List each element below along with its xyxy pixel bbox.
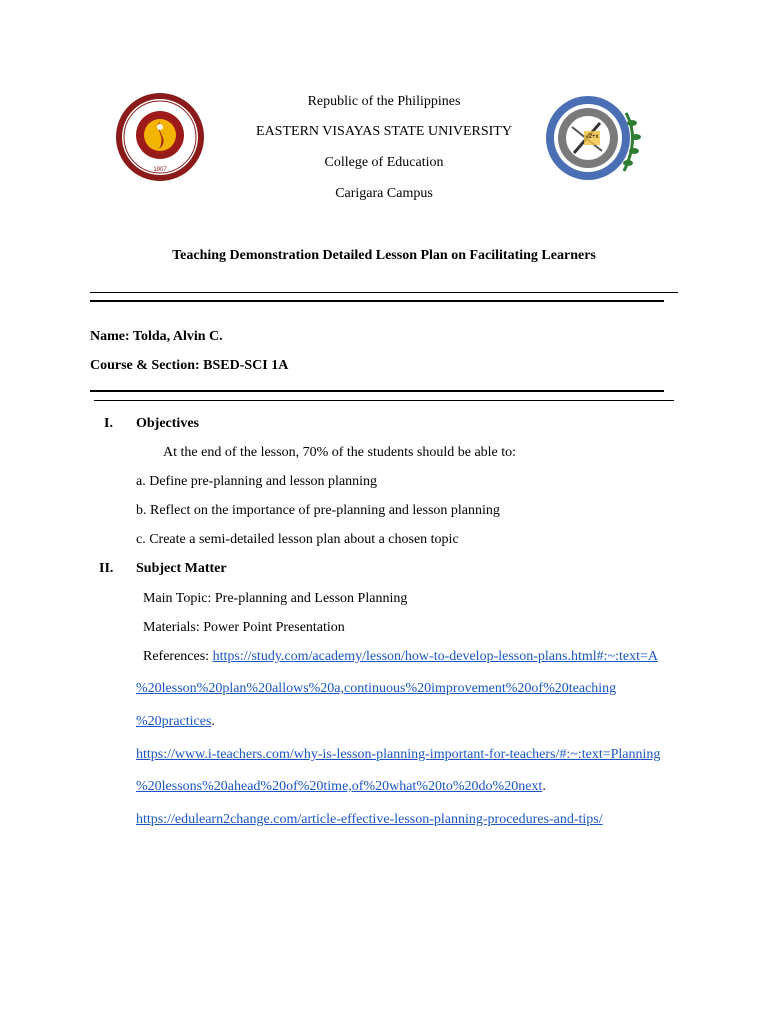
references-line-6 — [136, 812, 603, 828]
period: . — [542, 779, 546, 794]
materials: Materials: Power Point Presentation — [143, 620, 345, 635]
republic-line: Republic of the Philippines — [307, 94, 461, 109]
reference-link-1-cont[interactable]: %20lesson%20plan%20allows%20a,continuous%20improvement%20of%20teaching — [136, 681, 617, 696]
reference-link-3[interactable]: https://edulearn2change.com/article-effective-lesson-planning-procedures-and-tips/ — [136, 812, 603, 827]
references-line-1 — [143, 649, 658, 665]
main-topic: Main Topic: Pre-planning and Lesson Planning — [143, 591, 408, 606]
objectives-intro: At the end of the lesson, 70% of the students should be able to: — [163, 445, 517, 460]
divider-mid-2 — [94, 400, 674, 401]
divider-mid-1 — [90, 390, 664, 392]
references-line-3 — [136, 714, 215, 730]
svg-text:√2+x: √2+x — [585, 134, 599, 140]
course-section: Course & Section: BSED-SCI 1A — [90, 358, 289, 373]
section-numeral-2: II. — [99, 561, 114, 576]
university-name: EASTERN VISAYAS STATE UNIVERSITY — [256, 124, 512, 139]
period: . — [211, 714, 215, 729]
reference-link-1-end[interactable]: %20practices — [136, 714, 212, 729]
divider-top-2 — [90, 300, 664, 302]
reference-link-2[interactable]: https://www.i-teachers.com/why-is-lesson-planning-important-for-teachers/#:~:text=Planning — [136, 747, 661, 762]
objectives-heading: Objectives — [136, 416, 199, 431]
campus-name: Carigara Campus — [335, 186, 433, 201]
references-label: References: — [143, 649, 213, 664]
document-title: Teaching Demonstration Detailed Lesson Plan on Facilitating Learners — [172, 248, 596, 263]
objective-item-c: c. Create a semi-detailed lesson plan about a chosen topic — [136, 532, 459, 547]
reference-link-2-cont[interactable]: %20lessons%20ahead%20of%20time,of%20what%20to%20do%20next — [136, 779, 543, 794]
student-name: Name: Tolda, Alvin C. — [90, 329, 223, 344]
references-line-4 — [136, 747, 660, 763]
objective-item-b: b. Reflect on the importance of pre-planning and lesson planning — [136, 503, 500, 518]
svg-text:1907: 1907 — [153, 167, 167, 173]
references-line-5 — [136, 779, 546, 795]
reference-link-1[interactable]: https://study.com/academy/lesson/how-to-develop-lesson-plans.html#:~:text=A — [212, 649, 658, 664]
college-name: College of Education — [324, 155, 444, 170]
divider-top-1 — [90, 292, 678, 293]
section-numeral-1: I. — [104, 416, 113, 431]
objective-item-a: a. Define pre-planning and lesson planning — [136, 474, 378, 489]
references-line-2 — [136, 681, 616, 697]
subject-matter-heading: Subject Matter — [136, 561, 227, 576]
